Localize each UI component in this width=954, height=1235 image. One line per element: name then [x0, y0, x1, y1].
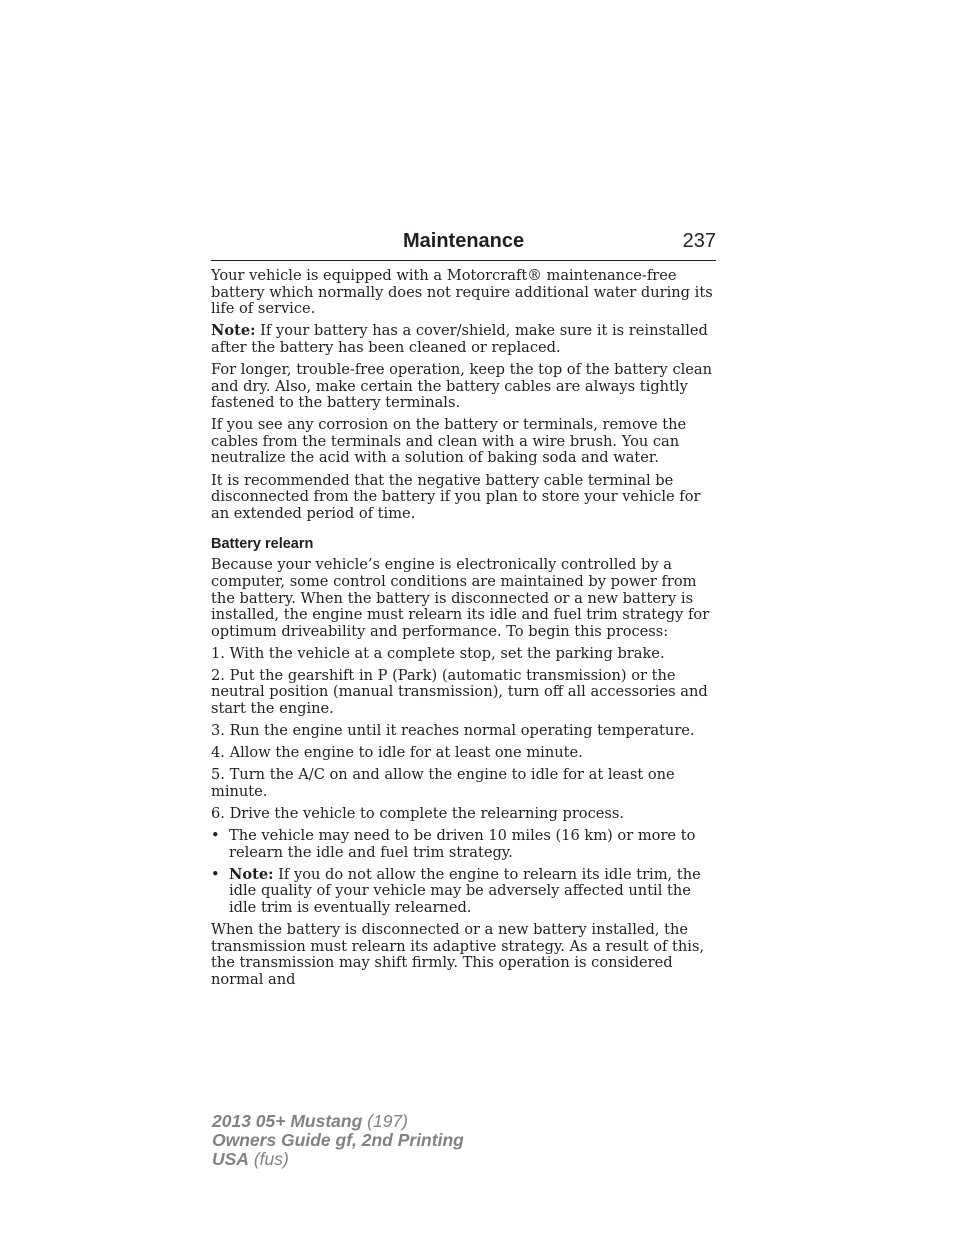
- paragraph: It is recommended that the negative battery cable terminal be disconnected from the battery if you plan to store your vehicle for an extended period of time.: [211, 471, 701, 522]
- step-5: 5. Turn the A/C on and allow the engine to idle for at least one minute.: [211, 766, 675, 800]
- footer-model-code: (197): [362, 1111, 408, 1131]
- page-content: [211, 268, 716, 994]
- step-6: 6. Drive the vehicle to complete the relearning process.: [211, 805, 625, 823]
- subheading-battery-relearn: Battery relearn: [211, 536, 314, 553]
- step-3: 3. Run the engine until it reaches normal operating temperature.: [211, 722, 695, 740]
- paragraph: Your vehicle is equipped with a Motorcraft® maintenance-free battery which normally does not require additional water during its life of service.: [211, 267, 713, 318]
- bullet-item: • The vehicle may need to be driven 10 miles (16 km) or more to relearn the idle and fuel trim strategy.: [211, 828, 716, 861]
- footer-model: 2013 05+ Mustang: [212, 1111, 363, 1131]
- page-number: 237: [682, 230, 716, 252]
- footer-line-2: [212, 1131, 464, 1150]
- footer-line-1: [212, 1112, 464, 1131]
- note-paragraph: [211, 323, 716, 356]
- footer-market-code: (fus): [248, 1149, 289, 1169]
- bullet-item: [211, 867, 716, 917]
- bullet-list: [211, 828, 716, 916]
- footer-market: USA: [212, 1149, 249, 1169]
- note-text: If you do not allow the engine to relearn its idle trim, the idle quality of your vehicle may be adversely affected until the idle trim is eventually relearned.: [229, 865, 701, 916]
- page-footer: [212, 1112, 464, 1169]
- paragraph: When the battery is disconnected or a new battery installed, the transmission must relearn its adaptive strategy. As a result of this, the transmission may shift firmly. This operation is considered normal and: [211, 921, 705, 988]
- footer-guide: Owners Guide gf, 2nd Printing: [212, 1130, 464, 1150]
- paragraph: Because your vehicle’s engine is electronically controlled by a computer, some control conditions are maintained by power from the battery. When the battery is disconnected or a new battery is installed, the engine must relearn its idle and fuel trim strategy for optimum driveability and performance. To begin this process:: [211, 556, 710, 640]
- step-4: 4. Allow the engine to idle for at least one minute.: [211, 744, 583, 762]
- page-header: [211, 228, 716, 261]
- note-text: If your battery has a cover/shield, make sure it is reinstalled after the battery has been cleaned or replaced.: [211, 322, 708, 356]
- note-label: Note:: [229, 865, 274, 883]
- paragraph: For longer, trouble-free operation, keep the top of the battery clean and dry. Also, make certain the battery cables are always tightly fastened to the battery terminals.: [211, 360, 713, 412]
- section-title: Maintenance: [403, 230, 525, 252]
- step-2: 2. Put the gearshift in P (Park) (automatic transmission) or the neutral position (manual transmission), turn off all accessories and start the engine.: [211, 666, 708, 718]
- paragraph: If you see any corrosion on the battery or terminals, remove the cables from the terminals and clean with a wire brush. You can neutralize the acid with a solution of baking soda and water.: [211, 416, 687, 467]
- footer-line-3: [212, 1150, 464, 1169]
- step-1: 1. With the vehicle at a complete stop, set the parking brake.: [211, 644, 665, 662]
- note-label: Note:: [211, 322, 256, 340]
